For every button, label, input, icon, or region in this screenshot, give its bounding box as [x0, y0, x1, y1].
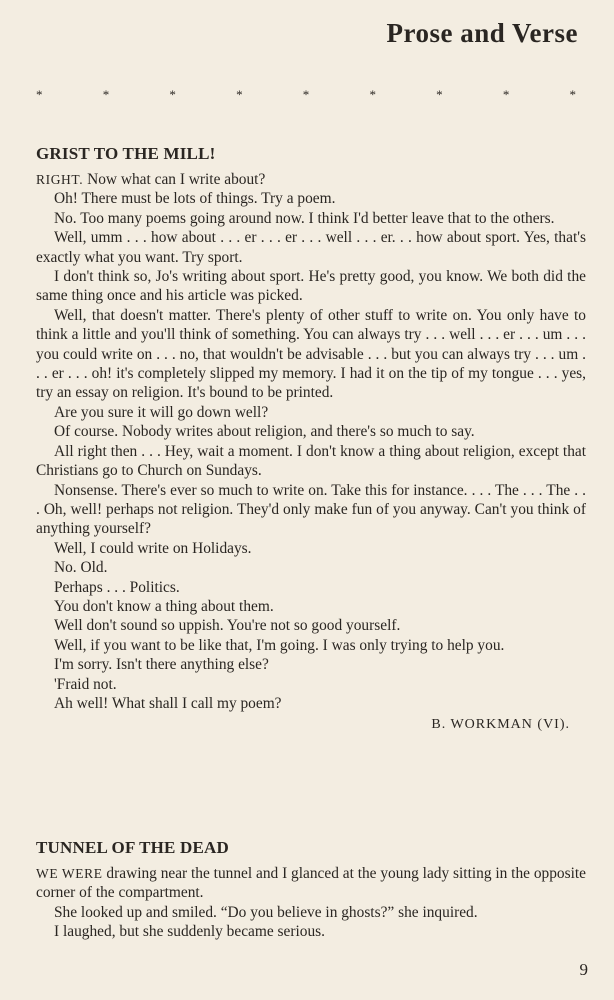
opening-paragraph — [36, 170, 586, 189]
paragraph: Well don't sound so uppish. You're not so good yourself. — [54, 617, 401, 635]
article-tunnel-of-the-dead — [36, 838, 586, 942]
article-grist-to-the-mill — [36, 144, 586, 733]
paragraph: Well, that doesn't matter. There's plenty of other stuff to write on. You only have to think a little and you'll think of something. You can always try . . . well . . . er . . . um . . . you could write on . . . no, that wouldn't be advisable . . . but you can always try . . . um . . . er . . . oh! it's completely slipped my memory. I had it on the tip of my tongue . . . yes, try an essay on religion. It's bound to be printed. — [36, 306, 586, 402]
divider-star: * — [369, 87, 376, 102]
article-title: TUNNEL OF THE DEAD — [36, 838, 229, 857]
paragraph: Are you sure it will go down well? — [54, 403, 269, 421]
paragraph: I laughed, but she suddenly became serious. — [54, 923, 325, 941]
article-body — [36, 864, 586, 942]
paragraph: Ah well! What shall I call my poem? — [54, 694, 282, 712]
paragraph: All right then . . . Hey, wait a moment. I don't know a thing about religion, except that Christians go to Church on Sundays. — [36, 442, 586, 480]
paragraph: 'Fraid not. — [54, 675, 117, 693]
paragraph: Well, if you want to be like that, I'm going. I was only trying to help you. — [54, 636, 505, 654]
divider-star: * — [569, 87, 576, 102]
paragraph: I don't think so, Jo's writing about sport. He's pretty good, you know. We both did the same thing once and his article was picked. — [36, 268, 586, 305]
paragraph: Well, I could write on Holidays. — [54, 539, 252, 557]
star-divider — [36, 88, 576, 101]
paragraph: Of course. Nobody writes about religion, and there's so much to say. — [54, 423, 475, 441]
lead-word: WE WERE — [36, 866, 103, 881]
divider-star: * — [36, 87, 43, 102]
opening-text: drawing near the tunnel and I glanced at the young lady sitting in the opposite corner of the compartment. — [36, 865, 586, 902]
opening-paragraph — [36, 864, 586, 903]
paragraph: No. Too many poems going around now. I think I'd better leave that to the others. — [54, 209, 555, 227]
divider-star: * — [302, 87, 310, 102]
page-number: 9 — [579, 960, 588, 979]
divider-star: * — [502, 87, 510, 102]
divider-star: * — [169, 87, 176, 102]
lead-word: RIGHT. — [36, 172, 84, 187]
divider-star: * — [236, 87, 243, 102]
author-signature: B. WORKMAN (VI). — [431, 717, 570, 733]
article-title: GRIST TO THE MILL! — [36, 144, 216, 163]
paragraph: Nonsense. There's ever so much to write on. Take this for instance. . . . The . . . The . . . Oh, well! perhaps not religion. They'd only make fun of you anyway. Can't you think of anything yourself? — [36, 481, 586, 538]
section-title: Prose and Verse — [386, 18, 578, 48]
divider-star: * — [436, 87, 443, 102]
article-body — [36, 170, 586, 713]
paragraph: She looked up and smiled. “Do you believe in ghosts?” she inquired. — [54, 903, 478, 921]
paragraph: No. Old. — [54, 559, 108, 577]
opening-text: Now what can I write about? — [87, 171, 266, 188]
paragraph: I'm sorry. Isn't there anything else? — [54, 656, 269, 674]
paragraph: Oh! There must be lots of things. Try a poem. — [54, 190, 336, 208]
paragraph: Perhaps . . . Politics. — [54, 578, 180, 596]
paragraph: You don't know a thing about them. — [54, 597, 274, 615]
paragraph: Well, umm . . . how about . . . er . . . er . . . well . . . er. . . how about sport. Yes, that's exactly what you want. Try sport. — [36, 229, 586, 266]
divider-star: * — [102, 87, 110, 102]
